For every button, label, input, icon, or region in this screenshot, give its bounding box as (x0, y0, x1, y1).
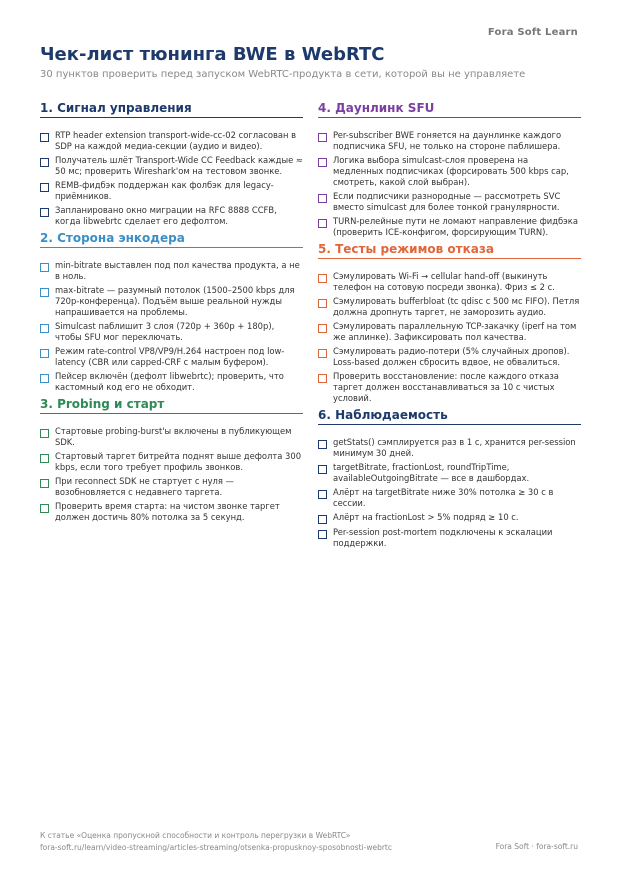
section-title: 4. Даунлинк SFU (318, 101, 581, 118)
checklist-item (318, 271, 581, 293)
checklist-item (318, 512, 581, 524)
checklist-item-text: Сэмулировать радио-потери (5% случайных дропов). Loss-based должен сбросить вдвое, не обвалиться. (333, 346, 570, 367)
checkbox[interactable] (318, 219, 327, 228)
section-control-signal (40, 101, 303, 227)
section-title: 5. Тесты режимов отказа (318, 242, 581, 259)
checklist-item (318, 346, 581, 368)
section-failure-tests (318, 242, 581, 404)
checklist (40, 426, 303, 523)
checklist-item-text: Пейсер включён (дефолт libwebrtc); проверить, что кастомный код его не обходит. (55, 371, 284, 392)
checklist-item-text: Проверить восстановление: после каждого отказа таргет должен восстанавливаться за 10 с чистых условий. (333, 371, 559, 403)
checklist-item-text: getStats() сэмплируется раз в 1 с, хранится per-session минимум 30 дней. (333, 437, 576, 458)
checklist (40, 260, 303, 393)
checklist-item-text: При reconnect SDK не стартует с нуля — возобновляется с недавнего таргета. (55, 476, 234, 497)
checkbox[interactable] (318, 299, 327, 308)
footer-article-line: К статье «Оценка пропускной способности и контроль перегрузки в WebRTC» (40, 831, 351, 840)
checkbox[interactable] (318, 515, 327, 524)
checklist-item-text: Алёрт на fractionLost > 5% подряд ≥ 10 с. (333, 512, 519, 522)
section-title: 3. Probing и старт (40, 397, 303, 414)
checkbox[interactable] (318, 374, 327, 383)
section-title: 2. Сторона энкодера (40, 231, 303, 248)
checklist-item (318, 487, 581, 509)
checklist (318, 271, 581, 404)
checklist-item-text: Per-session post-mortem подключены к эскалации поддержки. (333, 527, 553, 548)
checklist-item (318, 321, 581, 343)
checklist-item-text: Per-subscriber BWE гоняется на даунлинке каждого подписчика SFU, не только на стороне паблишера. (333, 130, 562, 151)
checklist-item-text: Стартовый таргет битрейта поднят выше дефолта 300 kbps, если того требует профиль звонков. (55, 451, 302, 472)
checklist-item (318, 191, 581, 213)
section-title: 6. Наблюдаемость (318, 408, 581, 425)
section-sfu-downlink (318, 101, 581, 238)
checkbox[interactable] (40, 133, 49, 142)
checkbox[interactable] (40, 263, 49, 272)
checkbox[interactable] (40, 429, 49, 438)
checklist (318, 437, 581, 549)
checklist-item (40, 371, 303, 393)
checkbox[interactable] (40, 479, 49, 488)
checklist-item-text: REMB-фидбэк поддержан как фолбэк для legacy-приёмников. (55, 180, 274, 201)
section-title: 1. Сигнал управления (40, 101, 303, 118)
checklist-item-text: min-bitrate выставлен под пол качества продукта, а не в ноль. (55, 260, 300, 281)
checkbox[interactable] (40, 504, 49, 513)
brand-label: Fora Soft Learn (487, 27, 578, 38)
checklist-item-text: Сэмулировать bufferbloat (tc qdisc с 500 мс FIFO). Петля должна дропнуть таргет, не заморозить аудио. (333, 296, 580, 317)
checkbox[interactable] (318, 324, 327, 333)
checkbox[interactable] (318, 133, 327, 142)
checkbox[interactable] (40, 183, 49, 192)
checklist-item-text: Сэмулировать параллельную TCP-закачку (iperf на том же аплинке). Зафиксировать пол качества. (333, 321, 577, 342)
checklist-item (318, 130, 581, 152)
left-column (40, 101, 303, 527)
checklist-item (318, 371, 581, 404)
checklist-item-text: Проверить время старта: на чистом звонке таргет должен достичь 80% потолка за 5 секунд. (55, 501, 280, 522)
checklist-item (40, 260, 303, 282)
section-encoder-side (40, 231, 303, 393)
checklist-item (318, 216, 581, 238)
checkbox[interactable] (40, 158, 49, 167)
checklist-item-text: Сэмулировать Wi-Fi → cellular hand-off (выкинуть телефон на сотовую посреди звонка). Фриз ≤ 2 с. (333, 271, 555, 292)
checklist-item (318, 527, 581, 549)
checklist-item (40, 451, 303, 473)
checklist-item-text: RTP header extension transport-wide-cc-02 согласован в SDP на каждой медиа-секции (аудио и видео). (55, 130, 297, 151)
footer-credit: Fora Soft · fora-soft.ru (495, 842, 578, 851)
section-probing-start (40, 397, 303, 523)
checklist-item-text: Режим rate-control VP8/VP9/H.264 настроен под low-latency (CBR или capped-CRF с малым буфером). (55, 346, 285, 367)
checklist-item (40, 321, 303, 343)
checkbox[interactable] (318, 194, 327, 203)
checklist-item (40, 426, 303, 448)
checklist-item-text: Алёрт на targetBitrate ниже 30% потолка ≥ 30 с в сессии. (333, 487, 554, 508)
checklist-item-text: Запланировано окно миграции на RFC 8888 CCFB, когда libwebrtc сделает его дефолтом. (55, 205, 277, 226)
checkbox[interactable] (40, 208, 49, 217)
checklist-item-text: Если подписчики разнородные — рассмотреть SVC вместо simulcast для более тонкой гранулярности. (333, 191, 561, 212)
checklist-item-text: targetBitrate, fractionLost, roundTripTime, availableOutgoingBitrate — все в дашбордах. (333, 462, 530, 483)
checkbox[interactable] (318, 158, 327, 167)
checklist-item (318, 462, 581, 484)
checkbox[interactable] (318, 349, 327, 358)
footer-url-link[interactable]: fora-soft.ru/learn/video-streaming/articles-streaming/otsenka-propusknoy-sposobnosti-webrtc (40, 843, 392, 852)
checklist-item-text: Стартовые probing-burst'ы включены в публикующем SDK. (55, 426, 292, 447)
checklist-item-text: Логика выбора simulcast-слоя проверена на медленных подписчиках (форсировать 500 kbps cap, смотреть, какой слой выбран). (333, 155, 569, 187)
checklist-item-text: Simulcast паблишит 3 слоя (720p + 360p + 180p), чтобы SFU мог переключать. (55, 321, 275, 342)
checklist-item (40, 346, 303, 368)
checkbox[interactable] (318, 465, 327, 474)
checkbox[interactable] (40, 454, 49, 463)
checkbox[interactable] (318, 274, 327, 283)
checklist-item (40, 130, 303, 152)
checklist-item (40, 205, 303, 227)
checkbox[interactable] (40, 288, 49, 297)
checklist-item (318, 437, 581, 459)
section-observability (318, 408, 581, 549)
checklist-item (318, 296, 581, 318)
checklist-item (40, 155, 303, 177)
checkbox[interactable] (318, 440, 327, 449)
page-title: Чек-лист тюнинга BWE в WebRTC (40, 44, 385, 65)
checklist-item (40, 180, 303, 202)
checkbox[interactable] (40, 324, 49, 333)
checkbox[interactable] (318, 490, 327, 499)
checklist-item (40, 476, 303, 498)
checklist (318, 130, 581, 238)
checklist-item (40, 285, 303, 318)
checklist-item (318, 155, 581, 188)
checkbox[interactable] (40, 374, 49, 383)
checklist-item (40, 501, 303, 523)
checklist (40, 130, 303, 227)
footer-source (40, 830, 392, 854)
page-subtitle: 30 пунктов проверить перед запуском WebRTC-продукта в сети, которой вы не управляете (40, 69, 526, 80)
checkbox[interactable] (40, 349, 49, 358)
right-column (318, 101, 581, 553)
checkbox[interactable] (318, 530, 327, 539)
checklist-item-text: Получатель шлёт Transport-Wide CC Feedback каждые ≈ 50 мс; проверить Wireshark'ом на тестовом звонке. (55, 155, 303, 176)
checklist-item-text: max-bitrate — разумный потолок (1500–2500 kbps для 720p-конференца). Подъём выше реальной нужды напрашивается на проблемы. (55, 285, 295, 317)
checklist-item-text: TURN-релейные пути не ломают направление фидбэка (проверить ICE-конфигом, форсирующим TURN). (333, 216, 578, 237)
